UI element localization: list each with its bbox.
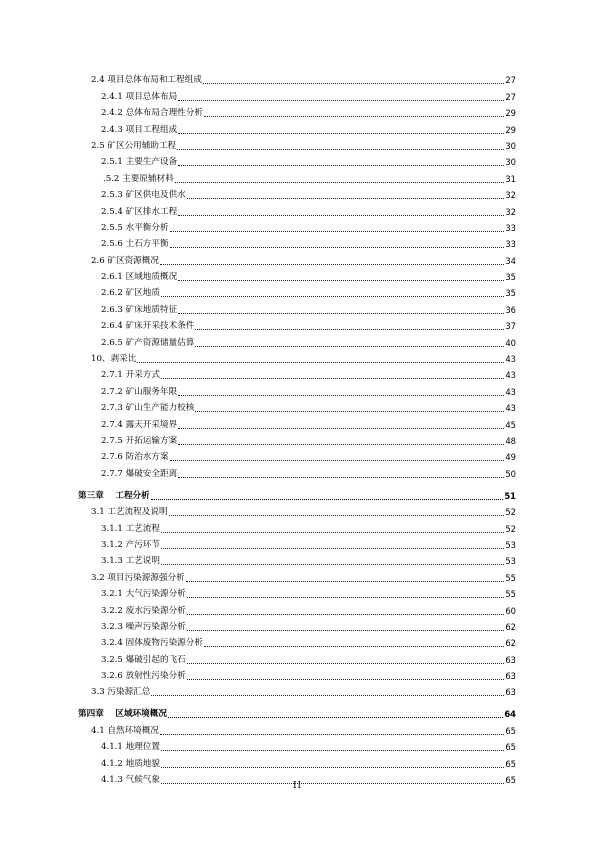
toc-entry[interactable] — [101, 119, 516, 135]
toc-entry-page: 65 — [505, 725, 516, 736]
toc-entry-title: 2.5.1 主要生产设备 — [101, 157, 178, 168]
toc-dot-leader — [178, 164, 504, 166]
toc-entry-page: 30 — [505, 140, 516, 151]
toc-entry[interactable] — [101, 316, 516, 332]
toc-entry[interactable] — [101, 551, 516, 567]
toc-dot-leader — [178, 394, 504, 396]
toc-entry-page: 55 — [505, 572, 516, 583]
toc-entry-title: 2.7.7 爆破安全距离 — [101, 468, 178, 479]
toc-entry-title: 4.1.1 地理位置 — [101, 742, 160, 753]
toc-entry[interactable] — [101, 584, 516, 600]
toc-entry-page: 50 — [505, 468, 516, 479]
toc-entry-title: 3.2 项目污染源源强分析 — [91, 572, 185, 583]
toc-entry-page: 62 — [505, 638, 516, 649]
toc-dot-leader — [178, 99, 504, 101]
toc-entry-title: 3.1.1 工艺流程 — [101, 523, 160, 534]
toc-entry-title: 2.4 项目总体布局和工程组成 — [91, 75, 202, 86]
toc-dot-leader — [161, 547, 504, 549]
toc-entry-page: 55 — [505, 589, 516, 600]
toc-entry[interactable] — [101, 398, 516, 414]
toc-entry[interactable] — [101, 617, 516, 633]
toc-entry-title: 3.3 污染源汇总 — [91, 687, 151, 698]
toc-entry[interactable] — [101, 535, 516, 551]
toc-entry[interactable] — [91, 682, 516, 698]
toc-dot-leader — [203, 82, 504, 84]
toc-entry[interactable] — [101, 185, 516, 201]
toc-entry-page: 63 — [505, 671, 516, 682]
toc-entry[interactable] — [101, 649, 516, 665]
toc-entry-title: 2.5.6 土石方平衡 — [101, 239, 169, 250]
toc-entry[interactable] — [101, 431, 516, 447]
toc-dot-leader — [187, 629, 505, 631]
toc-entry-title: 4.1.2 地质地貌 — [101, 758, 160, 769]
toc-dot-leader — [187, 197, 505, 199]
toc-entry[interactable] — [101, 86, 516, 102]
toc-entry-title: 2.6.5 矿产资源储量估算 — [101, 337, 195, 348]
toc-entry-title: 3.2.3 噪声污染源分析 — [101, 621, 186, 632]
toc-entry[interactable] — [101, 332, 516, 348]
toc-entry-title: 4.1 自然环境概况 — [91, 725, 159, 736]
toc-entry[interactable] — [101, 103, 516, 119]
toc-entry-page: 36 — [505, 304, 516, 315]
toc-entry-page: 63 — [505, 687, 516, 698]
toc-dot-leader — [137, 361, 504, 363]
toc-entry-title: 2.6 矿区资源概况 — [91, 255, 159, 266]
toc-entry[interactable] — [91, 720, 516, 736]
toc-entry-page: 49 — [505, 452, 516, 463]
toc-dot-leader — [168, 716, 503, 718]
toc-dot-leader — [161, 295, 504, 297]
toc-entry-title: 2.7.2 矿山服务年限 — [101, 386, 178, 397]
toc-entry-page: 37 — [505, 321, 516, 332]
toc-dot-leader — [151, 694, 504, 696]
toc-entry-title: 2.4.2 总体布局合理性分析 — [101, 108, 203, 119]
toc-dot-leader — [178, 214, 504, 216]
toc-entry-page: 60 — [505, 605, 516, 616]
toc-entry[interactable] — [101, 152, 516, 168]
toc-entry-title: 3.2.1 大气污染源分析 — [101, 589, 186, 600]
toc-entry-title: 第四章 区域环境概况 — [78, 709, 167, 720]
toc-dot-leader — [195, 328, 504, 330]
toc-entry-title: 3.2.2 废水污染源分析 — [101, 605, 186, 616]
toc-entry[interactable] — [101, 518, 516, 534]
toc-entry-title: 3.1.2 产污环节 — [101, 539, 160, 550]
toc-entry-page: 31 — [505, 173, 516, 184]
toc-entry-page: 43 — [505, 386, 516, 397]
toc-chapter-entry[interactable] — [78, 698, 516, 720]
toc-dot-leader — [160, 263, 504, 265]
toc-entry-page: 29 — [505, 124, 516, 135]
toc-entry-page: 62 — [505, 621, 516, 632]
toc-dot-leader — [178, 427, 504, 429]
toc-dot-leader — [177, 148, 504, 150]
toc-entry-page: 32 — [505, 190, 516, 201]
toc-entry-page: 35 — [505, 288, 516, 299]
toc-entry-page: 51 — [504, 490, 516, 501]
toc-entry-page: 45 — [505, 419, 516, 430]
toc-entry-page: 32 — [505, 206, 516, 217]
toc-entry-title: 2.5 矿区公用辅助工程 — [91, 140, 177, 151]
toc-dot-leader — [151, 498, 504, 500]
toc-entry[interactable] — [101, 633, 516, 649]
toc-entry[interactable] — [91, 70, 516, 86]
toc-entry-title: 4.1.3 气候气象 — [101, 775, 160, 786]
toc-entry[interactable] — [103, 168, 516, 184]
toc-dot-leader — [169, 514, 505, 516]
toc-entry-page: 52 — [505, 507, 516, 518]
toc-entry-page: 48 — [505, 435, 516, 446]
toc-entry-page: 63 — [505, 654, 516, 665]
page-number: II — [292, 781, 303, 791]
toc-dot-leader — [160, 733, 504, 735]
toc-dot-leader — [186, 580, 505, 582]
toc-entry[interactable] — [101, 381, 516, 397]
toc-entry-page: 33 — [505, 222, 516, 233]
toc-entry-page: 65 — [505, 775, 516, 786]
toc-dot-leader — [195, 410, 504, 412]
toc-entry[interactable] — [91, 136, 516, 152]
toc-entry-title: 2.6.4 矿床开采技术条件 — [101, 321, 195, 332]
toc-dot-leader — [175, 181, 505, 183]
toc-entry-title: 2.5.4 矿区排水工程 — [101, 206, 178, 217]
toc-entry-page: 33 — [505, 239, 516, 250]
toc-dot-leader — [178, 443, 504, 445]
toc-entry[interactable] — [101, 218, 516, 234]
toc-entry-page: 29 — [505, 108, 516, 119]
toc-entry[interactable] — [101, 299, 516, 315]
toc-entry-title: 3.2.5 爆破引起的飞石 — [101, 654, 186, 665]
toc-entry[interactable] — [91, 349, 516, 365]
toc-dot-leader — [170, 246, 505, 248]
toc-dot-leader — [161, 766, 504, 768]
toc-entry-page: 35 — [505, 272, 516, 283]
toc-entry-page: 53 — [505, 539, 516, 550]
toc-entry-title: 3.2.4 固体废物污染源分析 — [101, 638, 203, 649]
toc-entry-page: 40 — [505, 337, 516, 348]
toc-entry[interactable] — [101, 365, 516, 381]
toc-entry[interactable] — [101, 414, 516, 430]
toc-dot-leader — [161, 749, 504, 751]
toc-entry[interactable] — [101, 267, 516, 283]
toc-entry-title: 2.7.1 开采方式 — [101, 370, 160, 381]
toc-entry-title: 2.6.3 矿床地质特征 — [101, 304, 178, 315]
toc-entry-title: 3.1.3 工艺说明 — [101, 556, 160, 567]
toc-entry-title: 2.6.1 区域地质概况 — [101, 272, 178, 283]
table-of-contents — [0, 70, 595, 786]
toc-dot-leader — [170, 459, 505, 461]
toc-entry[interactable] — [101, 600, 516, 616]
toc-dot-leader — [161, 377, 504, 379]
toc-dot-leader — [178, 476, 504, 478]
toc-entry-page: 64 — [504, 709, 516, 720]
toc-entry-page: 52 — [505, 523, 516, 534]
toc-entry-page: 65 — [505, 758, 516, 769]
toc-dot-leader — [161, 531, 504, 533]
toc-entry-title: 2.7.3 矿山生产能力校核 — [101, 403, 195, 414]
toc-dot-leader — [195, 345, 504, 347]
toc-chapter-entry[interactable] — [78, 480, 516, 502]
toc-entry[interactable] — [101, 737, 516, 753]
toc-entry-page: 43 — [505, 403, 516, 414]
toc-dot-leader — [178, 312, 504, 314]
toc-entry[interactable] — [91, 502, 516, 518]
toc-entry-page: 43 — [505, 354, 516, 365]
toc-entry-page: 27 — [505, 91, 516, 102]
toc-dot-leader — [187, 613, 505, 615]
toc-entry[interactable] — [101, 666, 516, 682]
toc-entry-page: 53 — [505, 556, 516, 567]
toc-entry-title: 2.5.3 矿区供电及供水 — [101, 190, 186, 201]
toc-entry[interactable] — [91, 567, 516, 583]
toc-dot-leader — [170, 230, 505, 232]
toc-entry-page: 65 — [505, 742, 516, 753]
toc-entry-page: 27 — [505, 75, 516, 86]
toc-entry-title: .5.2 主要原辅材料 — [103, 173, 174, 184]
toc-entry[interactable] — [101, 753, 516, 769]
toc-entry-title: 2.7.4 露天开采境界 — [101, 419, 178, 430]
toc-entry-title: 第三章 工程分析 — [78, 490, 150, 501]
toc-entry[interactable] — [101, 201, 516, 217]
toc-entry-title: 2.4.3 项目工程组成 — [101, 124, 178, 135]
toc-entry-title: 2.7.6 防治水方案 — [101, 452, 169, 463]
toc-dot-leader — [204, 645, 504, 647]
toc-dot-leader — [187, 678, 505, 680]
toc-dot-leader — [178, 132, 504, 134]
toc-entry-page: 43 — [505, 370, 516, 381]
toc-dot-leader — [161, 563, 504, 565]
toc-entry[interactable] — [101, 447, 516, 463]
toc-dot-leader — [178, 279, 504, 281]
toc-entry-title: 2.6.2 矿区地质 — [101, 288, 160, 299]
toc-entry-title: 2.5.5 水平衡分析 — [101, 222, 169, 233]
toc-entry-title: 2.4.1 项目总体布局 — [101, 91, 178, 102]
toc-dot-leader — [187, 596, 505, 598]
toc-entry-page: 30 — [505, 157, 516, 168]
toc-dot-leader — [187, 662, 505, 664]
toc-entry[interactable] — [91, 250, 516, 266]
toc-entry-title: 10、剥采比 — [91, 354, 137, 365]
toc-entry-title: 3.2.6 放射性污染分析 — [101, 671, 186, 682]
toc-entry-title: 2.7.5 开拓运输方案 — [101, 435, 178, 446]
toc-entry[interactable] — [101, 283, 516, 299]
toc-dot-leader — [204, 115, 504, 117]
toc-entry-title: 3.1 工艺流程及说明 — [91, 507, 168, 518]
toc-entry[interactable] — [101, 463, 516, 479]
toc-entry-page: 34 — [505, 255, 516, 266]
toc-entry[interactable] — [101, 234, 516, 250]
